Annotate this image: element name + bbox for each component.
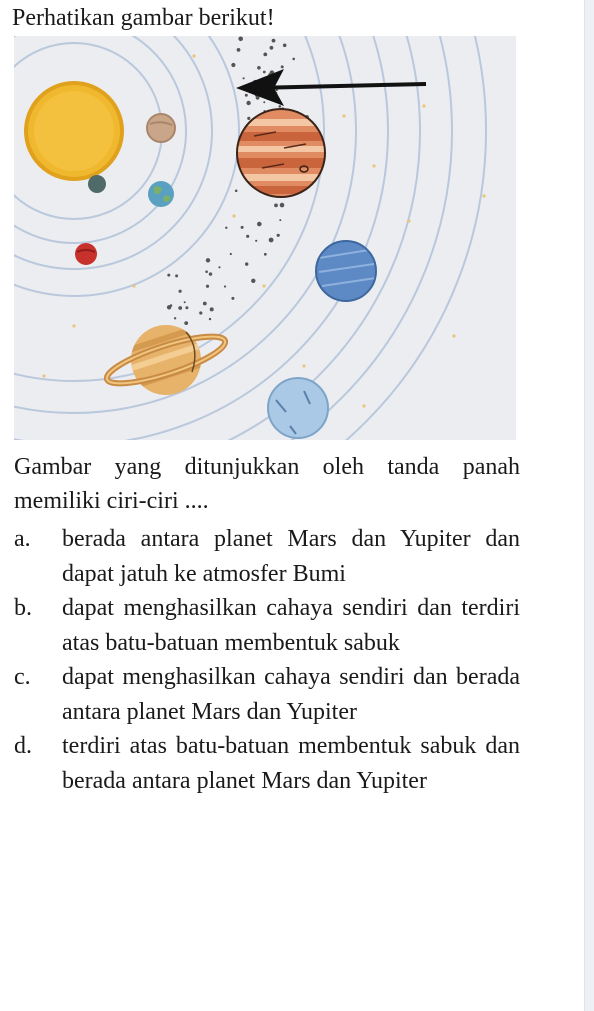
asteroid-dot [245, 94, 248, 97]
asteroid-dot [210, 307, 214, 311]
asteroid-dot [237, 48, 241, 52]
scrollbar[interactable] [584, 0, 594, 1011]
asteroid-dot [206, 285, 209, 288]
asteroid-dot [167, 274, 170, 277]
asteroid-dot [245, 262, 248, 265]
asteroid-dot [231, 63, 235, 67]
asteroid-dot [279, 105, 282, 108]
answer-option-c[interactable] [14, 660, 520, 729]
asteroid-dot [264, 253, 267, 256]
asteroid-dot [225, 227, 227, 229]
asteroid-dot [231, 297, 234, 300]
asteroid-dot [277, 234, 280, 237]
asteroid-dot [263, 101, 265, 103]
asteroid-dot [235, 190, 238, 193]
option-text: dapat menghasilkan cahaya sendiri dan terdiri atas batu-batuan membentuk sabuk [62, 595, 520, 656]
asteroid-dot [255, 240, 257, 242]
asteroid-dot [247, 117, 250, 120]
answer-option-a[interactable] [14, 522, 520, 591]
answer-options [14, 522, 520, 798]
asteroid-dot [279, 219, 281, 221]
planet-uranus-icon [316, 241, 376, 301]
answer-option-d[interactable] [14, 729, 520, 798]
option-letter: a. [14, 526, 31, 552]
asteroid-dot [175, 274, 178, 277]
asteroid-dot [274, 204, 278, 208]
asteroid-dot [185, 306, 188, 309]
asteroid-dot [246, 235, 249, 238]
asteroid-dot [269, 238, 274, 243]
asteroid-dot [272, 39, 276, 43]
asteroid-dot [238, 37, 243, 42]
solar-system-illustration [14, 36, 516, 440]
asteroid-dot [199, 311, 202, 314]
asteroid-dot [209, 318, 211, 320]
asteroid-dot [241, 226, 244, 229]
option-text: terdiri atas batu-batuan membentuk sabuk dan berada antara planet Mars dan Yupiter [62, 733, 520, 794]
asteroid-dot [281, 65, 284, 68]
asteroid-dot [251, 279, 255, 283]
option-letter: d. [14, 733, 32, 759]
arrow-icon [236, 69, 426, 106]
asteroid-dot [243, 77, 245, 79]
option-letter: b. [14, 595, 32, 621]
asteroid-dot [178, 306, 182, 310]
planet-neptune-icon [268, 378, 328, 438]
option-text: berada antara planet Mars dan Yupiter dan dapat jatuh ke atmosfer Bumi [62, 526, 520, 587]
asteroid-dot [218, 266, 220, 268]
planet-mars-icon [75, 243, 97, 265]
asteroid-dot [263, 71, 266, 74]
asteroid-dot [184, 321, 188, 325]
asteroid-dot [203, 302, 207, 306]
question-text: Gambar yang ditunjukkan oleh tanda panah memiliki ciri-ciri .... [14, 454, 520, 514]
asteroid-dot [280, 203, 285, 208]
sun-icon [26, 83, 122, 179]
planet-venus-icon [88, 175, 106, 193]
asteroid-dot [206, 258, 210, 262]
asteroid-dot [209, 272, 212, 275]
asteroid-dot [230, 253, 232, 255]
planet-earth-icon [148, 181, 174, 207]
asteroid-dot [257, 222, 262, 227]
asteroid-dot [205, 270, 208, 273]
instruction-text: Perhatikan gambar berikut! [12, 5, 275, 31]
option-letter: c. [14, 664, 31, 690]
planet-mercury-icon [147, 114, 175, 142]
solar-system-figure [14, 36, 516, 440]
planet-jupiter-icon [234, 109, 329, 197]
asteroid-dot [263, 53, 267, 57]
asteroid-dot [224, 285, 226, 287]
planet-saturn-icon [103, 322, 230, 395]
option-text: dapat menghasilkan cahaya sendiri dan berada antara planet Mars dan Yupiter [62, 664, 520, 725]
asteroid-dot [174, 317, 176, 319]
asteroid-dot [167, 305, 171, 309]
asteroid-dot [292, 58, 295, 61]
asteroid-dot [257, 66, 261, 70]
asteroid-dot [283, 44, 287, 48]
asteroid-dot [270, 46, 274, 50]
asteroid-dot [184, 301, 186, 303]
asteroid-dot [246, 101, 250, 105]
answer-option-b[interactable] [14, 591, 520, 660]
asteroid-dot [179, 290, 182, 293]
